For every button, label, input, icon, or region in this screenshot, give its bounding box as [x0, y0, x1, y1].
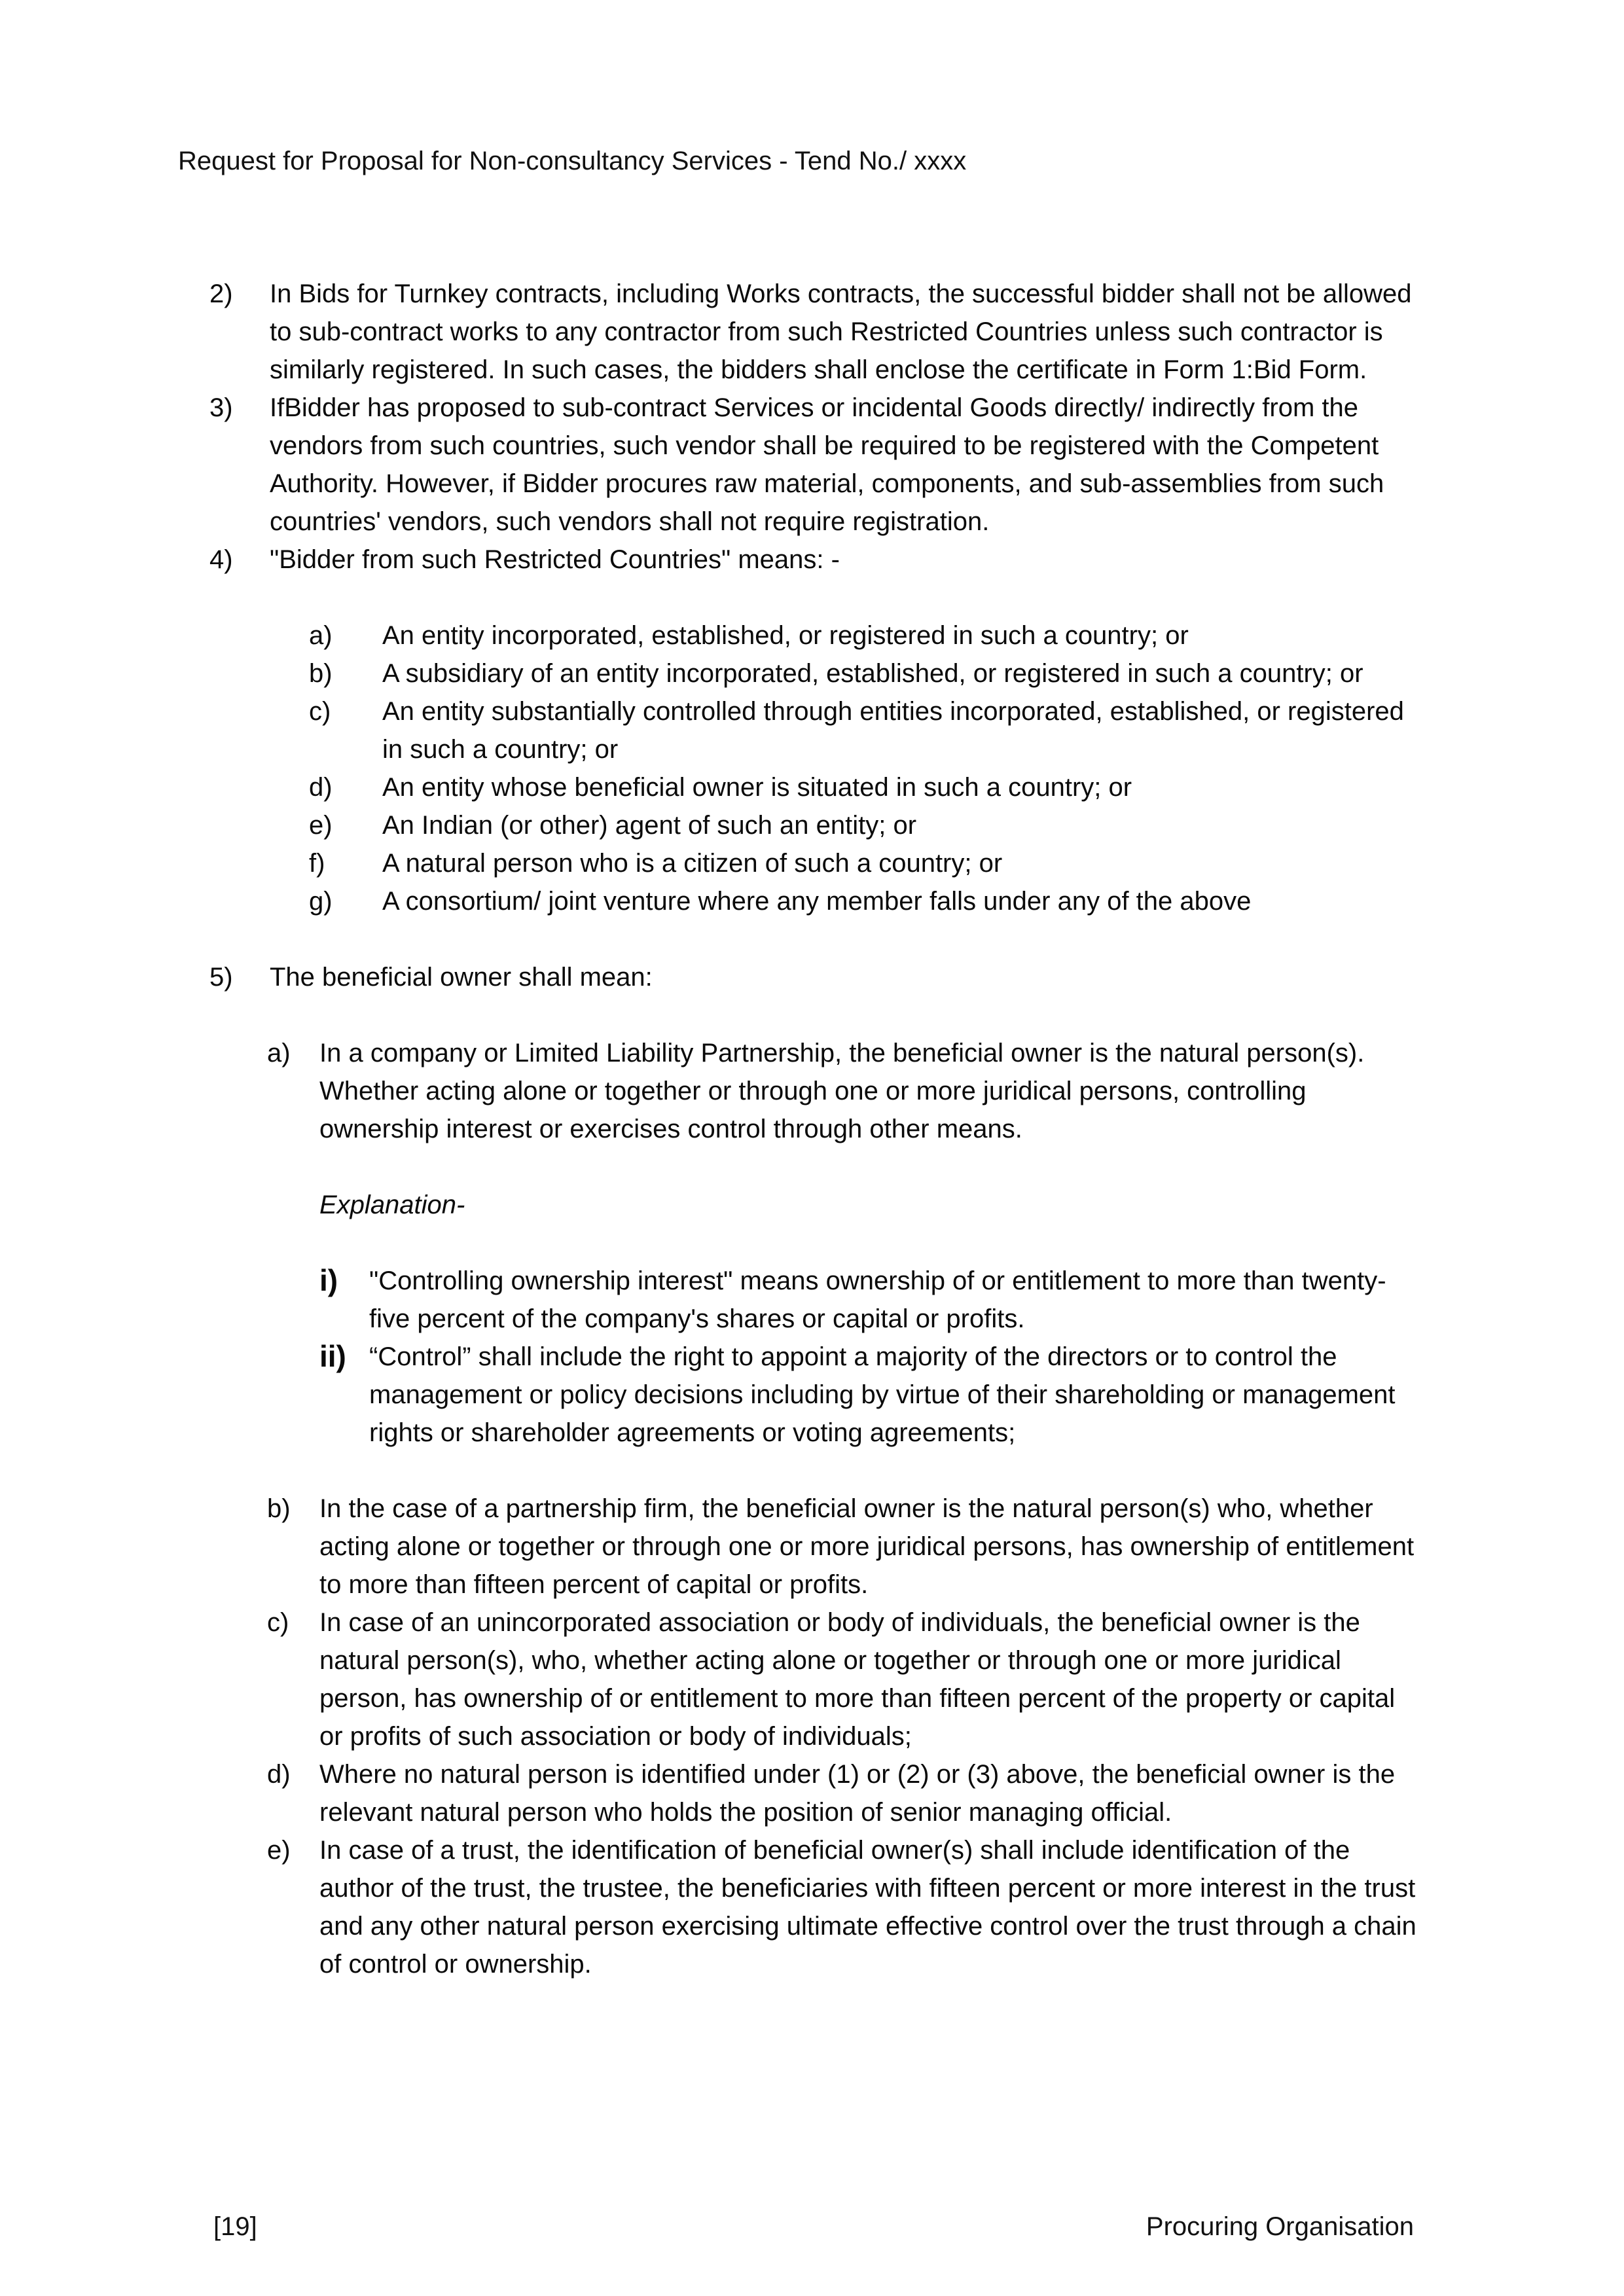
list-item-number: d) [309, 773, 333, 802]
header-title: Request for Proposal for Non-consultancy Services - Tend No./ xxxx [178, 147, 967, 175]
list-item-text: In case of an unincorporated association or body of individuals, the beneficial owner is the natural person(s), who, whether acting alone or together or through one or more juridical person, has ownership of or entitlement to more than fifteen percent of the property or capital or profits of such association or body of individuals; [319, 1608, 1396, 1751]
list-item-text: An entity whose beneficial owner is situated in such a country; or [382, 773, 1132, 802]
list-item-number: e) [309, 811, 333, 840]
list-item-text: In a company or Limited Liability Partnership, the beneficial owner is the natural person(s). Whether acting alone or together or through one or more juridical persons, controlling ownership interest or exercises control through other means. [319, 1039, 1365, 1143]
list-item-4d [309, 768, 1417, 806]
list-item-number: 2) [209, 279, 233, 308]
footer-page-number: [19] [213, 2212, 257, 2241]
list-item-5 [209, 958, 1417, 996]
list-item-text: IfBidder has proposed to sub-contract Services or incidental Goods directly/ indirectly from the vendors from such countries, such vendor shall be required to be registered with the Competent Authority. However, if Bidder procures raw material, components, and sub-assemblies from such countries' vendors, such vendors shall not require registration. [270, 393, 1384, 536]
list-item-number: b) [267, 1494, 291, 1523]
list-item-number: a) [309, 621, 333, 650]
list-item-text: A consortium/ joint venture where any member falls under any of the above [382, 887, 1252, 916]
list-item-text: An entity incorporated, established, or registered in such a country; or [382, 621, 1189, 650]
list-item-5b [267, 1490, 1417, 1604]
list-item-3 [209, 389, 1417, 541]
list-item-number: d) [267, 1760, 291, 1789]
list-item-number: c) [267, 1608, 289, 1637]
explanation-label: Explanation- [319, 1191, 465, 1219]
list-item-number: g) [309, 887, 333, 916]
page-footer [213, 2212, 1414, 2242]
list-item-text: A subsidiary of an entity incorporated, established, or registered in such a country; or [382, 659, 1363, 688]
list-item-5a [267, 1034, 1417, 1148]
list-item-number: e) [267, 1836, 291, 1865]
list-item-text: Where no natural person is identified under (1) or (2) or (3) above, the beneficial owner is the relevant natural person who holds the position of senior managing official. [319, 1760, 1396, 1827]
list-item-text: An Indian (or other) agent of such an entity; or [382, 811, 917, 840]
list-item-number: 5) [209, 963, 233, 992]
list-item-4b [309, 655, 1417, 692]
list-item-number: 3) [209, 393, 233, 422]
page-header [178, 144, 1415, 178]
list-item-number: a) [267, 1039, 291, 1067]
explanation-item-i [319, 1262, 1417, 1338]
list-item-text: A natural person who is a citizen of such a country; or [382, 849, 1003, 878]
list-item-5e [267, 1831, 1417, 1983]
footer-organisation: Procuring Organisation [1146, 2212, 1414, 2241]
list-item-4e [309, 806, 1417, 844]
list-item-2 [209, 275, 1417, 389]
list-item-text: "Bidder from such Restricted Countries" means: - [270, 545, 840, 574]
document-content [209, 275, 1417, 1983]
list-item-4 [209, 541, 1417, 579]
list-item-number: ii) [319, 1339, 346, 1373]
list-item-text: In the case of a partnership firm, the beneficial owner is the natural person(s) who, whether acting alone or together or through one or more juridical persons, has ownership of entitlement to more than fifteen percent of capital or profits. [319, 1494, 1415, 1599]
list-item-5d [267, 1755, 1417, 1831]
list-item-number: b) [309, 659, 333, 688]
list-item-text: In Bids for Turnkey contracts, including Works contracts, the successful bidder shall not be allowed to sub-contract works to any contractor from such Restricted Countries unless such contractor is similarly registered. In such cases, the bidders shall enclose the certificate in Form 1:Bid Form. [270, 279, 1412, 384]
list-item-number: 4) [209, 545, 233, 574]
list-item-text: An entity substantially controlled through entities incorporated, established, or registered in such a country; or [382, 697, 1404, 764]
list-item-4f [309, 844, 1417, 882]
list-item-4g [309, 882, 1417, 920]
explanation-item-ii [319, 1338, 1417, 1452]
list-item-4c [309, 692, 1417, 768]
list-item-number: f) [309, 849, 325, 878]
list-item-number: c) [309, 697, 331, 726]
list-item-text: In case of a trust, the identification of beneficial owner(s) shall include identification of the author of the trust, the trustee, the beneficiaries with fifteen percent or more interest in the trust and any other natural person exercising ultimate effective control over the trust through a chain of control or ownership. [319, 1836, 1416, 1979]
list-item-text: "Controlling ownership interest" means ownership of or entitlement to more than twenty-five percent of the company's shares or capital or profits. [369, 1266, 1386, 1333]
list-item-number: i) [319, 1263, 338, 1297]
list-item-text: “Control” shall include the right to appoint a majority of the directors or to control the management or policy decisions including by virtue of their shareholding or management rights or shareholder agreements or voting agreements; [369, 1342, 1396, 1447]
list-item-text: The beneficial owner shall mean: [270, 963, 653, 992]
list-item-5c [267, 1604, 1417, 1755]
list-item-4a [309, 617, 1417, 655]
